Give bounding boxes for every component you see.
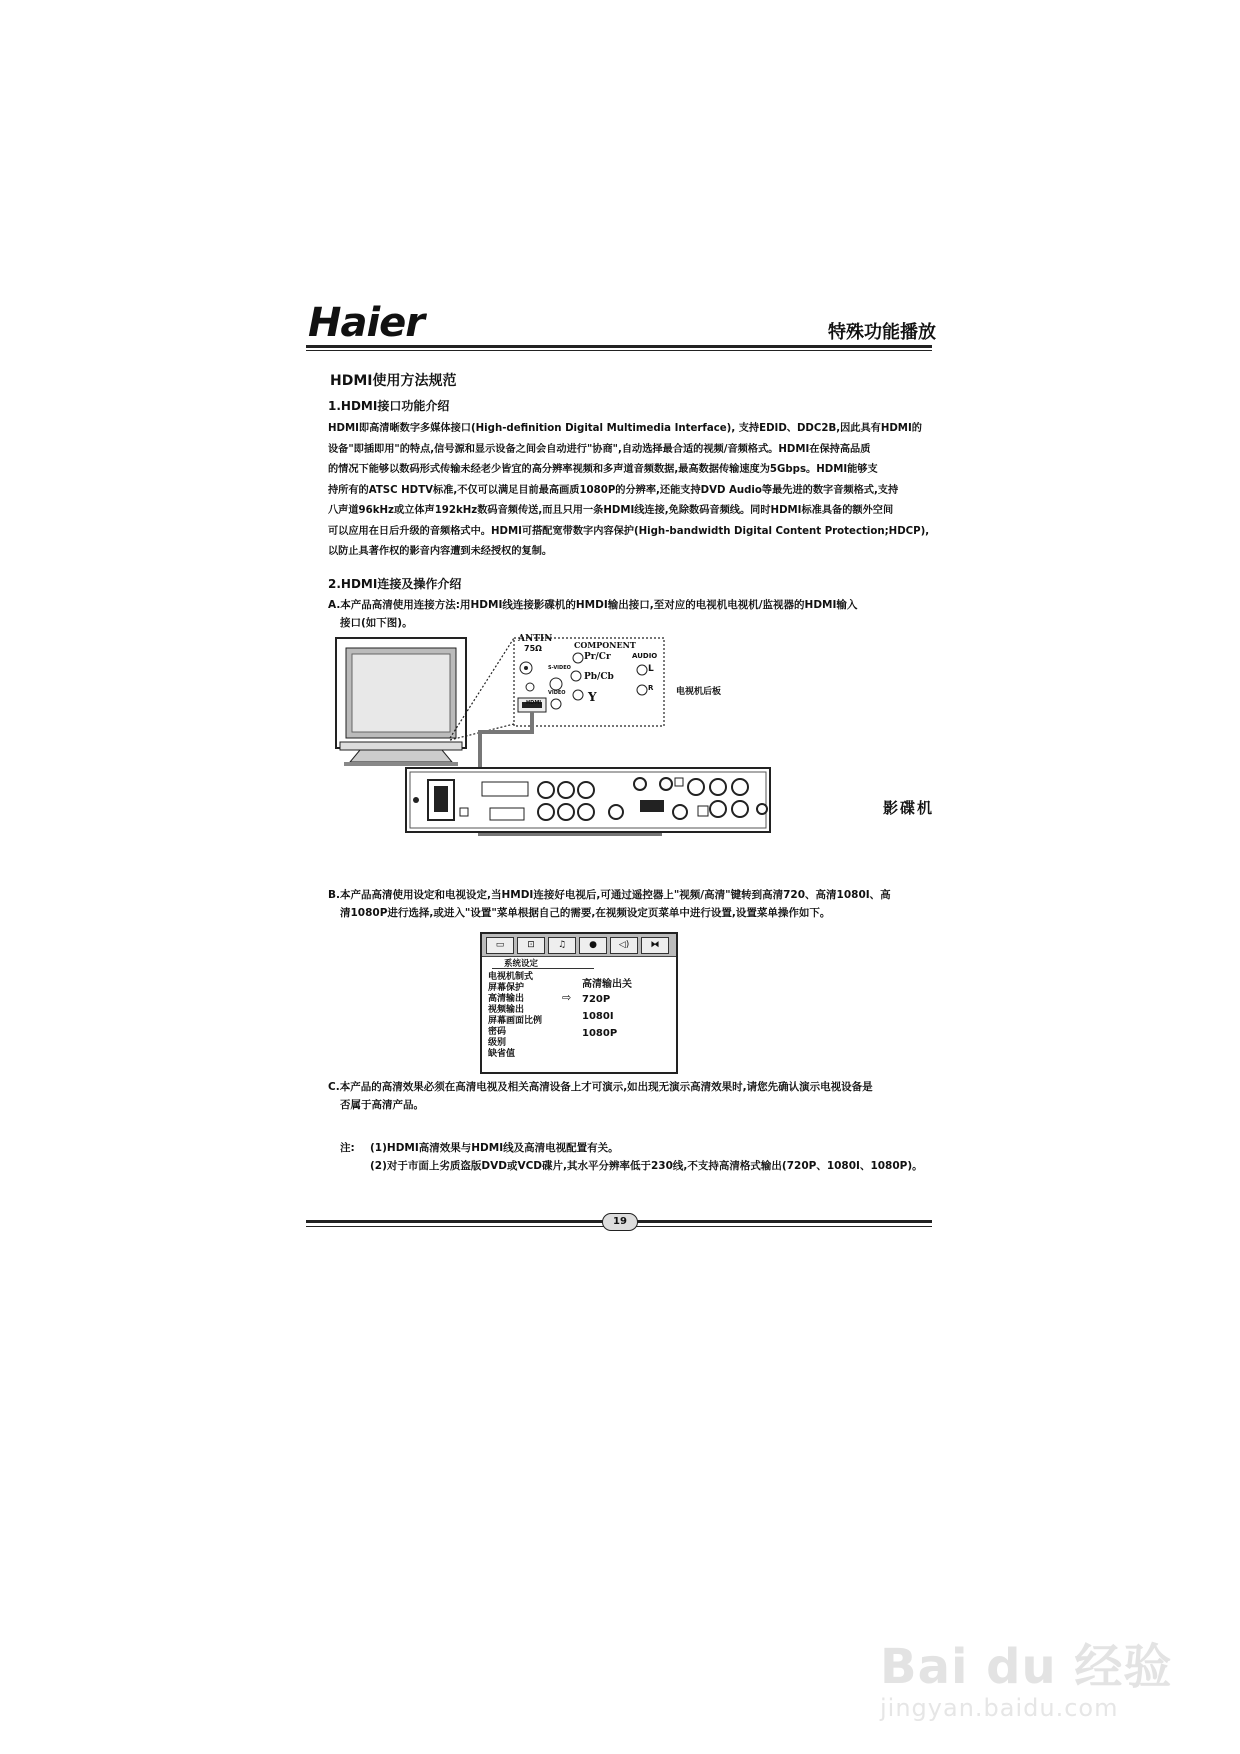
paragraph-line: 设备"即插即用"的特点,信号源和显示设备之间会自动进行"协商",自动选择最合适的视频/音频格式。HDMI在保持高品质 — [328, 443, 871, 455]
arrow-right-icon: ⇨ — [562, 991, 572, 1004]
note-line: (1)HDMI高清效果与HDMI线及高清电视配置有关。 — [370, 1142, 619, 1154]
language-tab-icon: ⊡ — [517, 937, 545, 954]
menu-item: 电视机制式 — [488, 972, 534, 982]
connection-diagram — [300, 628, 940, 860]
dvd-player-label: 影碟机 — [883, 799, 935, 817]
watermark-logo: Bai du 经验 — [880, 1639, 1173, 1695]
step-b-line1: B.本产品高清使用设定和电视设定,当HMDI连接好电视后,可通过遥控器上"视频/高清"键转到高清720、高清1080I、高 — [328, 889, 891, 901]
menu-item: 级别 — [488, 1038, 507, 1048]
r-label: R — [648, 684, 654, 692]
watermark-url: jingyan.baidu.com — [880, 1694, 1119, 1722]
prcr-label: Pr/Cr — [584, 652, 611, 662]
paragraph-line: 持所有的ATSC HDTV标准,不仅可以满足目前最高画质1080P的分辨率,还能支持DVD Audio等最先进的数字音频格式,支持 — [328, 484, 899, 496]
section1-paragraph — [328, 419, 953, 563]
menu-item: 缺省值 — [488, 1049, 516, 1059]
header-rule — [306, 345, 932, 348]
antin-label: ANTIN — [518, 634, 553, 644]
svideo-label: S-VIDEO — [548, 665, 571, 671]
step-a-line2: 接口(如下图)。 — [340, 617, 413, 629]
speaker-tab-icon: ◁) — [610, 937, 638, 954]
menu-title: 系统设定 — [492, 957, 594, 969]
tv-rear-panel-label: 电视机后板 — [676, 687, 722, 697]
menu-value: 高清输出关 — [582, 979, 632, 990]
brand-logo: Haier — [308, 300, 425, 346]
step-b-line2: 清1080P进行选择,或进入"设置"菜单根据自己的需要,在视频设定页菜单中进行设置,设置菜单操作如下。 — [340, 907, 831, 919]
step-c-line2: 否属于高清产品。 — [340, 1099, 424, 1111]
menu-item: 屏幕画面比例 — [488, 1016, 543, 1026]
hdmi-label: HDMI — [526, 700, 542, 706]
system-tab-icon: ▭ — [486, 937, 514, 954]
paragraph-line: HDMI即高清晰数字多媒体接口(High-definition Digital Multimedia Interface), 支持EDID、DDC2B,因此具有HDMI的 — [328, 423, 922, 434]
video-label: VIDEO — [548, 690, 566, 696]
menu-item: 高清输出 — [488, 994, 525, 1004]
menu-value: 720P — [582, 994, 611, 1005]
menu-value: 1080I — [582, 1011, 614, 1022]
note-line: (2)对于市面上劣质盗版DVD或VCD碟片,其水平分辨率低于230线,不支持高清格式输出(720P、1080I、1080P)。 — [370, 1160, 923, 1172]
step-c-line1: C.本产品的高清效果必须在高清电视及相关高清设备上才可演示,如出现无演示高清效果时,请您先确认演示电视设备是 — [328, 1081, 873, 1093]
paragraph-line: 可以应用在日后升级的音频格式中。HDMI可搭配宽带数字内容保护(High-bandwidth Digital Content Protection;HDCP), — [328, 525, 930, 537]
paragraph-line: 的情况下能够以数码形式传输未经老少皆宜的高分辨率视频和多声道音频数据,最高数据传输速度为5Gbps。HDMI能够支 — [328, 464, 878, 475]
note-label: 注: — [340, 1142, 355, 1154]
video-tab-icon: ● — [579, 937, 607, 954]
section2-heading: 2.HDMI连接及操作介绍 — [328, 577, 462, 591]
y-label: Y — [588, 690, 597, 704]
tv-illustration — [336, 638, 466, 766]
menu-item: 视频输出 — [488, 1005, 525, 1015]
page-title: HDMI使用方法规范 — [330, 373, 457, 389]
dvd-player-rear — [406, 768, 770, 832]
page-number: 19 — [602, 1213, 638, 1231]
section-title: 特殊功能播放 — [828, 322, 936, 343]
setup-menu — [480, 932, 678, 1074]
paragraph-line: 以防止具著作权的影音内容遭到未经授权的复制。 — [328, 546, 553, 557]
l-label: L — [648, 664, 654, 674]
menu-tabs — [482, 934, 676, 957]
component-label: COMPONENT — [574, 640, 636, 650]
paragraph-line: 八声道96kHz或立体声192kHz数码音频传送,而且只用一条HDMI线连接,免除数码音频线。同时HDMI标准具备的额外空间 — [328, 505, 894, 516]
step-a-line1: A.本产品高清使用连接方法:用HDMI线连接影碟机的HMDI输出接口,至对应的电视机电视机/监视器的HDMI输入 — [328, 599, 858, 611]
menu-item: 屏幕保护 — [488, 983, 525, 993]
exit-tab-icon: ⧓ — [641, 937, 669, 954]
menu-item: 密码 — [488, 1027, 507, 1037]
header-rule-thin — [306, 350, 932, 351]
section1-heading: 1.HDMI接口功能介绍 — [328, 399, 450, 413]
audio-label: AUDIO — [632, 652, 658, 660]
ohm-label: 75Ω — [524, 644, 542, 653]
menu-value: 1080P — [582, 1028, 618, 1039]
audio-tab-icon: ♫ — [548, 937, 576, 954]
pbcb-label: Pb/Cb — [584, 672, 614, 682]
